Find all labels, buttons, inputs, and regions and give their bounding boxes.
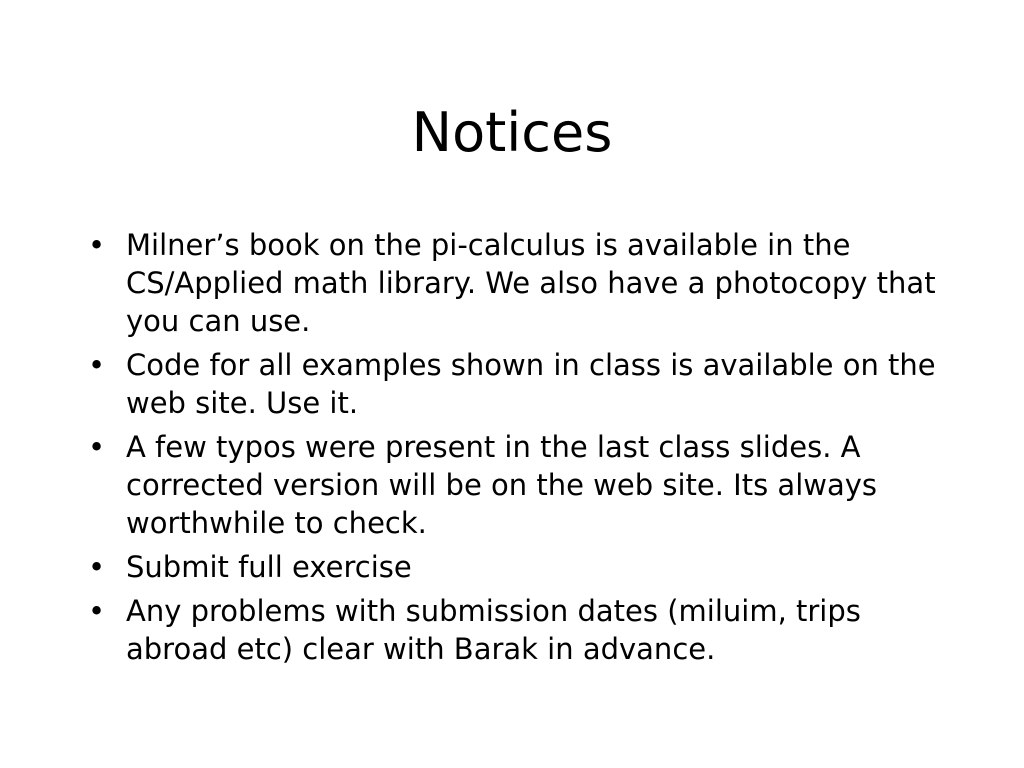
bullet-item-2 — [88, 346, 948, 422]
bullet-marker: • — [88, 594, 106, 628]
bullet-text: Any problems with submission dates (miluim, trips abroad etc) clear with Barak in advance. — [126, 594, 861, 666]
bullet-item-1 — [88, 226, 948, 340]
bullet-text: A few typos were present in the last class slides. A corrected version will be on the web site. Its always worthwhile to check. — [126, 430, 878, 540]
bullet-list — [88, 226, 948, 674]
bullet-item-5 — [88, 592, 948, 668]
bullet-marker: • — [88, 550, 106, 584]
bullet-item-4 — [88, 548, 948, 586]
bullet-marker: • — [88, 228, 106, 262]
bullet-text: Milner’s book on the pi-calculus is available in the CS/Applied math library. We also have a photocopy that you can use. — [126, 228, 936, 338]
bullet-marker: • — [88, 430, 106, 464]
slide-title: Notices — [411, 101, 613, 164]
bullet-item-3 — [88, 428, 948, 542]
bullet-text: Submit full exercise — [126, 550, 412, 584]
bullet-text: Code for all examples shown in class is available on the web site. Use it. — [126, 348, 936, 420]
bullet-marker: • — [88, 348, 106, 382]
